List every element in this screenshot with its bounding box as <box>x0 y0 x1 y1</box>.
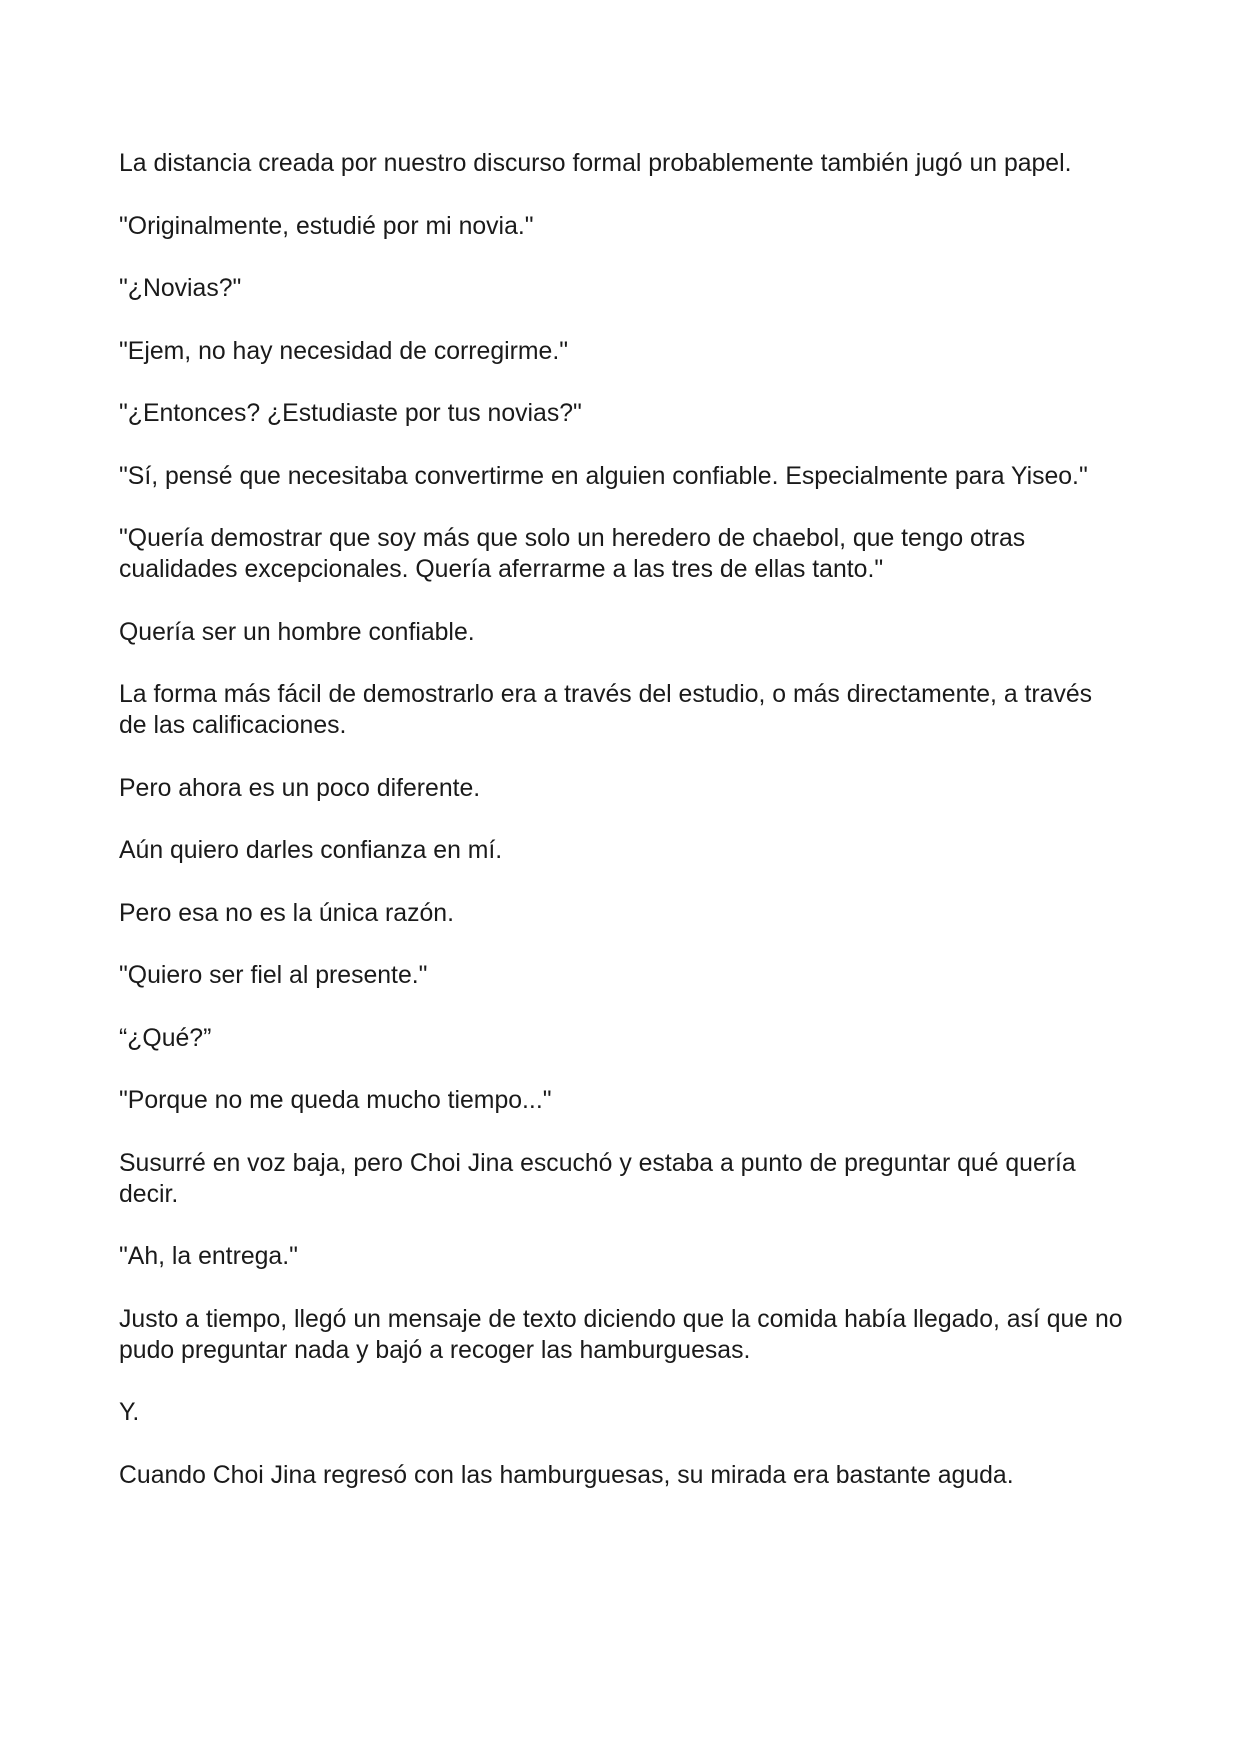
paragraph: Cuando Choi Jina regresó con las hamburguesas, su mirada era bastante aguda. <box>119 1461 1014 1489</box>
paragraph: "Quería demostrar que soy más que solo un heredero de chaebol, que tengo otras cualidades excepcionales. Quería aferrarme a las tres de ellas tanto." <box>119 525 1026 583</box>
paragraph: "Originalmente, estudié por mi novia." <box>119 212 534 240</box>
paragraph: "Quiero ser fiel al presente." <box>119 962 428 989</box>
paragraph: Aún quiero darles confianza en mí. <box>119 837 503 864</box>
paragraph: Pero ahora es un poco diferente. <box>119 774 481 802</box>
paragraph: "Porque no me queda mucho tiempo..." <box>119 1087 552 1114</box>
paragraph: Susurré en voz baja, pero Choi Jina escuchó y estaba a punto de preguntar qué quería decir. <box>119 1149 1076 1208</box>
paragraph: Justo a tiempo, llegó un mensaje de texto diciendo que la comida había llegado, así que no pudo preguntar nada y bajó a recoger las hamburguesas. <box>119 1305 1123 1364</box>
paragraph: La forma más fácil de demostrarlo era a través del estudio, o más directamente, a través de las calificaciones. <box>119 681 1093 739</box>
paragraph: “¿Qué?” <box>119 1024 212 1052</box>
paragraph: "Ejem, no hay necesidad de corregirme." <box>119 337 569 365</box>
paragraph: "Sí, pensé que necesitaba convertirme en alguien confiable. Especialmente para Yiseo." <box>119 462 1088 490</box>
paragraph: Y. <box>119 1399 140 1426</box>
paragraph: "¿Entonces? ¿Estudiaste por tus novias?" <box>119 400 582 427</box>
paragraph: La distancia creada por nuestro discurso formal probablemente también jugó un papel. <box>119 150 1072 177</box>
paragraph: "Ah, la entrega." <box>119 1243 298 1270</box>
paragraph: Pero esa no es la única razón. <box>119 899 454 927</box>
paragraph: "¿Novias?" <box>119 275 242 302</box>
paragraph: Quería ser un hombre confiable. <box>119 618 475 646</box>
document-body <box>119 148 1124 1522</box>
